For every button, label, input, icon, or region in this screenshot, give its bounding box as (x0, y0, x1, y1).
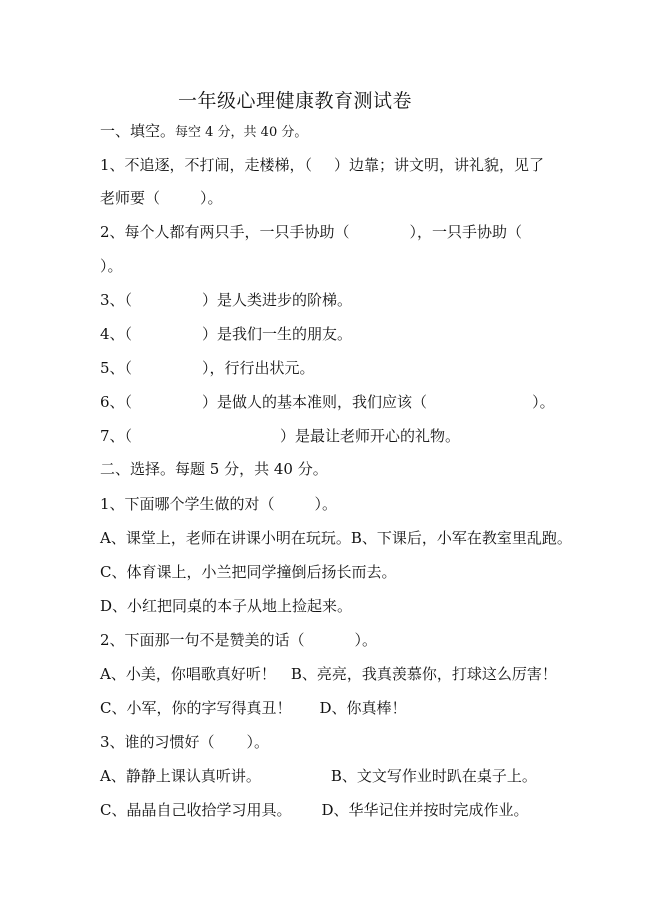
choice-q2-options-ab (100, 663, 557, 685)
fill-q7-text-a: 7、（ (100, 427, 133, 445)
fill-q3-text-a: 3、（ (100, 291, 133, 309)
fill-q4-text-a: 4、（ (100, 325, 133, 343)
choice-q1-option-d: D、小红把同桌的本子从地上捡起来。 (100, 597, 353, 615)
choice-q2-option-d: D、你真棒！ (319, 699, 407, 717)
section1-heading-line (100, 120, 307, 144)
choice-q2-text: 2、下面那一句不是赞美的话（ (100, 631, 305, 649)
choice-q1-end: ）。 (314, 495, 338, 513)
fill-q6-text-b: ）是做人的基本准则，我们应该（ (202, 393, 428, 411)
fill-q6-text-a: 6、（ (100, 393, 133, 411)
page-title: 一年级心理健康教育测试卷 (177, 90, 412, 112)
fill-q6-text-c: ）。 (532, 393, 555, 411)
section2-heading-text: 二、选择。每题 5 分，共 40 分。 (100, 460, 328, 478)
fill-q1-text-a: 1、不追逐，不打闹，走楼梯，（ (100, 156, 313, 174)
choice-q1-option-b: B、下课后，小军在教室里乱跑。 (350, 529, 572, 547)
choice-q3-options-ab (100, 765, 537, 787)
fill-q2-text-a: 2、每个人都有两只手，一只手协助（ (100, 223, 350, 241)
fill-question-4 (100, 323, 352, 345)
choice-q2-option-a: A、小美，你唱歌真好听！ (100, 665, 276, 683)
choice-question-2 (100, 629, 377, 651)
choice-q3-option-d: D、华华记住并按时完成作业。 (321, 801, 529, 819)
choice-q1-option-a: A、课堂上，老师在讲课小明在玩玩。 (100, 529, 351, 547)
fill-question-7 (100, 425, 460, 447)
section1-heading: 一、填空。 (100, 122, 176, 140)
choice-q1-option-c-line (100, 561, 396, 583)
choice-q1-option-d-line (100, 595, 352, 617)
choice-question-3 (100, 731, 269, 753)
fill-question-1 (100, 154, 544, 176)
fill-question-5 (100, 357, 315, 379)
choice-q3-text: 3、谁的习惯好（ (100, 733, 215, 751)
section2-heading (100, 458, 328, 480)
choice-q3-option-c: C、晶晶自己收拾学习用具。 (100, 801, 292, 819)
fill-question-2-cont (100, 255, 123, 277)
fill-q5-text-a: 5、（ (100, 359, 133, 377)
fill-q7-text-b: ）是最让老师开心的礼物。 (280, 427, 461, 445)
choice-q1-option-c: C、体育课上，小兰把同学撞倒后扬长而去。 (100, 563, 397, 581)
fill-question-6 (100, 391, 555, 413)
choice-question-1 (100, 493, 337, 515)
fill-question-3 (100, 289, 352, 311)
fill-q1-text-b: ）边靠；讲文明，讲礼貌，见了 (334, 156, 545, 174)
fill-q2-text-b: ），一只手协助（ (409, 223, 523, 241)
section1-note: 每空 4 分，共 40 分。 (175, 125, 308, 140)
fill-q3-text-b: ）是人类进步的阶梯。 (202, 291, 353, 309)
choice-q2-options-cd (100, 697, 407, 719)
choice-q1-options-ab (100, 527, 572, 549)
fill-question-2 (100, 221, 522, 243)
choice-q2-end: ）。 (354, 631, 378, 649)
choice-q1-text: 1、下面哪个学生做的对（ (100, 495, 275, 513)
choice-q2-option-c: C、小军，你的字写得真丑！ (100, 699, 292, 717)
choice-q3-option-b: B、文文写作业时趴在桌子上。 (330, 767, 537, 785)
fill-q5-text-b: ），行行出状元。 (202, 359, 315, 377)
fill-question-1-cont (100, 187, 223, 209)
choice-q3-option-a: A、静静上课认真听讲。 (100, 767, 261, 785)
fill-q1-text-d: ）。 (200, 189, 223, 207)
fill-q1-text-c: 老师要（ (100, 189, 161, 207)
fill-q4-text-b: ）是我们一生的朋友。 (202, 325, 353, 343)
fill-q2-text-c: ）。 (100, 257, 123, 275)
choice-q3-options-cd (100, 799, 529, 821)
choice-q2-option-b: B、亮亮，我真羡慕你，打球这么厉害！ (290, 665, 557, 683)
choice-q3-end: ）。 (246, 733, 270, 751)
